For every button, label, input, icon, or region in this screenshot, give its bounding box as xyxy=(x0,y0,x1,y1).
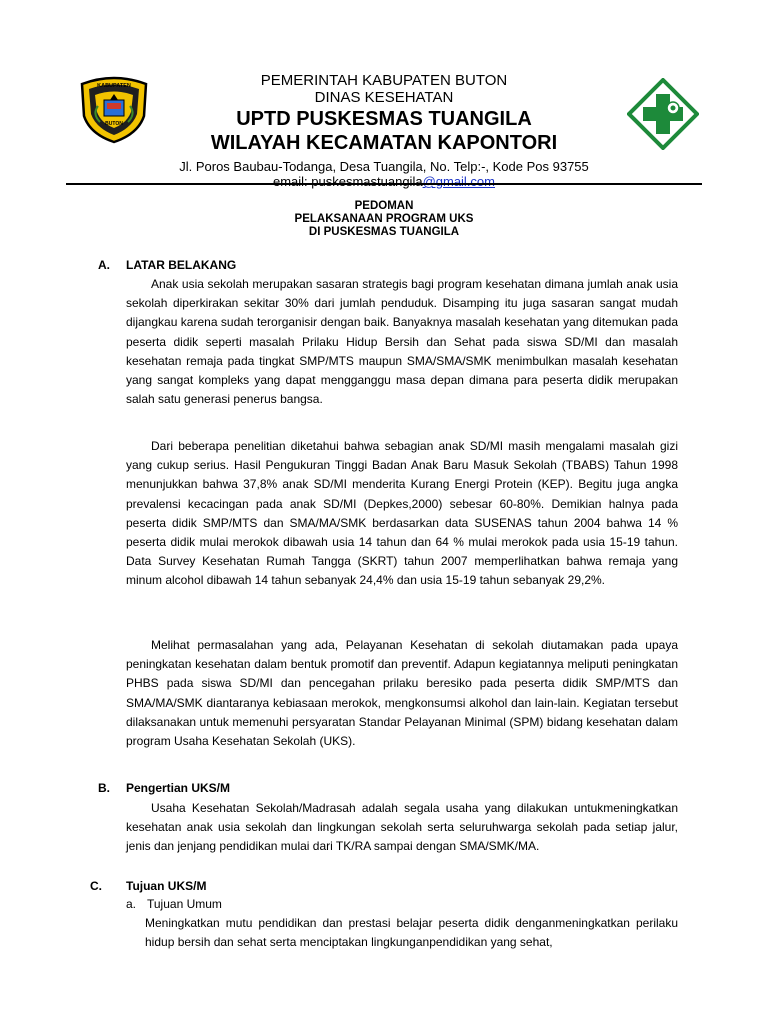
section-a-paragraph-2: Dari beberapa penelitian diketahui bahwa sebagian anak SD/MI masih mengalami masalah gizi yang cukup serius. Hasil Pengukuran Tinggi Badan Anak Baru Masuk Sekolah (TBABS) Tahun 1998 menunjukkan bahwa 37,8% anak SD/MI menderita Kurang Energi Protein (KEP). Begitu juga angka prevalensi kecacingan pada anak SD/MI (Depkes,2000) sebesar 60-80%. Demikian halnya pada peserta didik SMP/MTS dan SMA/MA/SMK berdasarkan data SUSENAS tahun 2004 bahwa 14 % peserta didik mulai merokok dibawah usia 14 tahun dan 64 % mulai merokok pada usia 15-19 tahun. Data Survey Kesehatan Rumah Tangga (SKRT) tahun 2007 memperlihatkan bahwa remaja yang minum alcohol dibawah 14 tahun sebanyak 24,4% dan usia 15-19 tahun sebanyak 29,2%. xyxy=(126,439,678,588)
logo-text-top: KABUPATEN xyxy=(97,83,131,89)
puskesmas-cross-icon xyxy=(627,78,699,150)
section-c-sub-title: Tujuan Umum xyxy=(147,897,222,911)
title-line-3: DI PUSKESMAS TUANGILA xyxy=(308,226,460,238)
section-b-letter: B. xyxy=(98,781,110,795)
letterhead-institution: UPTD PUSKESMAS TUANGILA xyxy=(236,108,532,130)
letterhead-line-1: PEMERINTAH KABUPATEN BUTON xyxy=(260,72,508,89)
section-a-title: LATAR BELAKANG xyxy=(126,258,237,272)
section-c-heading xyxy=(90,879,290,893)
section-c-letter: C. xyxy=(90,879,102,893)
letterhead-divider xyxy=(66,183,702,185)
section-a-heading xyxy=(98,258,298,272)
email-link[interactable]: @gmail.com xyxy=(422,174,495,189)
title-line-2: PELAKSANAAN PROGRAM UKS xyxy=(294,213,474,225)
letterhead-line-2: DINAS KESEHATAN xyxy=(314,89,454,106)
letterhead-address: Jl. Poros Baubau-Todanga, Desa Tuangila, No. Telp:-, Kode Pos 93755 xyxy=(179,159,589,174)
section-a-letter: A. xyxy=(98,258,110,272)
title-line-1: PEDOMAN xyxy=(354,200,414,212)
section-c-title: Tujuan UKS/M xyxy=(126,879,207,893)
letterhead-region: WILAYAH KECAMATAN KAPONTORI xyxy=(210,132,558,154)
logo-text-bottom: BUTON xyxy=(105,121,123,127)
section-b-paragraph-1: Usaha Kesehatan Sekolah/Madrasah adalah segala usaha yang dilakukan untukmeningkatkan kesehatan anak usia sekolah dan lingkungan sekolah serta seluruhwarga sekolah pada setiap jalur, jenis dan jenjang pendidikan mulai dari TK/RA sampai dengan SMA/SMK/MA. xyxy=(126,801,678,854)
letterhead xyxy=(140,72,628,189)
section-a-paragraph-3: Melihat permasalahan yang ada, Pelayanan Kesehatan di sekolah diutamakan pada upaya peningkatan kesehatan dalam bentuk promotif dan preventif. Adapun kegiatannya meliputi peningkatan PHBS pada siswa SD/MI dan pencegahan prilaku beresiko pada peserta didik SMP/MTS dan SMA/MA/SMK diantaranya kebiasaan merokok, mengkonsumsi alkohol dan lain-lain. Kegiatan tersebut dilaksanakan untuk memenuhi persyaratan Standar Pelayanan Minimal (SPM) bidang kesehatan dalam program Usaha Kesehatan Sekolah (UKS). xyxy=(126,638,678,749)
email-prefix: email: puskesmastuangila xyxy=(272,174,423,189)
document-title xyxy=(66,200,702,239)
letterhead-email xyxy=(140,174,628,189)
section-c-paragraph-1: Meningkatkan mutu pendidikan dan prestasi belajar peserta didik denganmeningkatkan perilaku hidup bersih dan sehat serta menciptakan lingkunganpendidikan yang sehat, xyxy=(145,916,678,950)
section-c-sub-letter: a. xyxy=(126,897,137,911)
section-c-subheading xyxy=(126,897,326,911)
section-b-title: Pengertian UKS/M xyxy=(126,781,231,795)
section-b-heading xyxy=(98,781,298,795)
section-a-paragraph-1: Anak usia sekolah merupakan sasaran strategis bagi program kesehatan dimana jumlah anak usia sekolah diperkirakan sekitar 30% dari jumlah penduduk. Disamping itu juga sasaran sangat mudah dijangkau karena sudah terorganisir dengan baik. Banyaknya masalah kesehatan yang ditemukan pada peserta didik seperti masalah Prilaku Hidup Bersih dan Sehat pada siswa SD/MI dan masalah kesehatan remaja pada tingkat SMP/MTS maupun SMA/SMA/SMK menimbulkan masalah kesehatan yang sangat kompleks yang dapat mengganggu masa depan dimana para peserta didik merupakan salah satu generasi penerus bangsa. xyxy=(126,277,678,407)
